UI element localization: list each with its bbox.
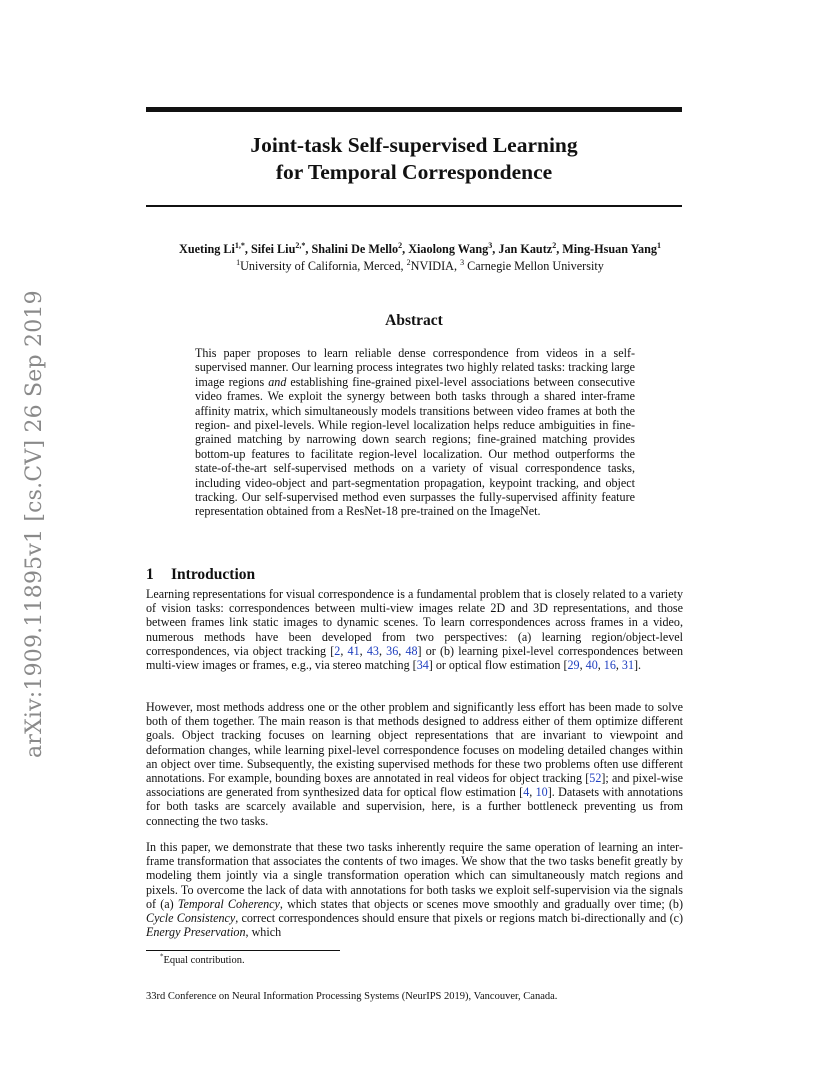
paragraph-text: , correct correspondences should ensure that pixels or regions match bi-directionally and (c): [235, 911, 683, 926]
paragraph-text: In this paper, we demonstrate that these two tasks inherently require the same operation of learning an inter-frame transformation that associates the contents of two images. We show that the two tasks benefit greatly by modeling them jointly via a single transformation operation which can simultaneously match regions and pixels. To overcome the lack of data with annotations for both tasks we exploit self-supervision via the signals of (a): [146, 840, 683, 911]
abstract-emphasis: and: [268, 374, 287, 389]
citation-link[interactable]: 41: [347, 643, 360, 658]
author-affiliation-mark: 1: [656, 240, 661, 250]
affiliation-name: Carnegie Mellon University: [467, 259, 604, 273]
author-affiliation-mark: 2,*: [295, 240, 306, 250]
affiliation-name: NVIDIA,: [410, 259, 458, 273]
author-name: Ming-Hsuan Yang: [562, 242, 657, 256]
author-name: Xiaolong Wang: [408, 242, 489, 256]
paragraph-text: However, most methods address one or the other problem and significantly less effort has been made to solve both of them together. The main reason is that methods designed to address either of them optimize different goals. Object tracking focuses on learning object representations that are invariant to viewpoint and deformation changes, while learning pixel-level correspondence focuses on modeling detailed changes within an object over time. Subsequently, the existing supervised methods for these two problems often use different annotations. For example, bounding boxes are annotated in real videos for object tracking [: [146, 700, 683, 786]
paper-title-line-1: Joint-task Self-supervised Learning: [250, 133, 578, 157]
citation-link[interactable]: 16: [603, 658, 616, 673]
author-affiliation-mark: 3: [488, 240, 493, 250]
paragraph-text: ]. Datasets with annotations for both tasks are scarcely available and supervision, here, is a further bottleneck preventing us from connecting the two tasks.: [146, 785, 683, 828]
citation-link[interactable]: 4: [523, 785, 530, 800]
section-heading: [146, 566, 255, 584]
paragraph-text: Learning representations for visual correspondence is a fundamental problem that is closely related to a variety of vision tasks: correspondences between multi-view images relate 2D and 3D representations, and those between frames link static images to dynamic scenes. To learn correspondences across frames in a video, numerous methods have been developed from two perspectives: (a) learning region/object-level correspondences, via object tracking [: [146, 587, 683, 658]
author-name: Sifei Liu: [250, 242, 296, 256]
affiliation-mark: 1: [236, 257, 241, 267]
paragraph-text: ] or (b) learning pixel-level correspondences between multi-view images or frames, e.g., via stereo matching [: [146, 643, 684, 673]
intro-paragraph-1: Learning representations for visual correspondence is a fundamental problem that is closely related to a variety of vision tasks: correspondences between multi-view images relate 2D and 3D representations, and those between frames link static images to dynamic scenes. To learn correspondences across frames in a video, numerous methods have been developed from two perspectives: (a) learning region/object-level correspondences, via object tracking [2, 41, 43, 36, 48] or (b) learning pixel-level correspondences between multi-view images or frames, e.g., via stereo matching [34] or optical flow estimation [29, 40, 16, 31].: [146, 587, 684, 673]
author-name: Shalini De Mello: [311, 242, 399, 256]
paragraph-emphasis: Cycle Consistency: [146, 911, 236, 926]
paragraph-text: ]; and pixel-wise associations are generated from synthesized data for optical flow estimation [: [146, 771, 683, 800]
abstract-heading: Abstract: [385, 312, 443, 329]
author-affiliation-mark: 2: [398, 240, 403, 250]
footnote-text: Equal contribution.: [163, 955, 245, 966]
paper-title: [146, 132, 682, 186]
author-affiliation-mark: 1,*: [234, 240, 245, 250]
citation-link[interactable]: 48: [405, 643, 418, 658]
arxiv-stamp: arXiv:1909.11895v1 [cs.CV] 26 Sep 2019: [22, 290, 47, 758]
abstract-text: This paper proposes to learn reliable dense correspondence from videos in a self-supervised manner. Our learning process integrates two highly related tasks: tracking large image regions: [195, 346, 635, 389]
citation-link[interactable]: 40: [585, 658, 598, 673]
citation-link[interactable]: 29: [567, 658, 580, 673]
author-affiliation-mark: 2: [552, 240, 557, 250]
citation-link[interactable]: 34: [416, 658, 429, 673]
author-name: Jan Kautz: [498, 242, 553, 256]
section-number: 1: [146, 566, 154, 583]
author-name: Xueting Li: [179, 242, 235, 256]
citation-link[interactable]: 10: [535, 785, 548, 800]
footnote-mark: *: [160, 952, 164, 961]
paragraph-text: ] or optical flow estimation [: [428, 658, 568, 673]
affiliation-mark: 2: [406, 257, 411, 267]
intro-paragraph-3: [146, 840, 683, 939]
paragraph-emphasis: Energy Preservation: [146, 925, 246, 940]
citation-link[interactable]: 52: [589, 771, 602, 786]
paragraph-text: , which: [245, 925, 282, 940]
paragraph-emphasis: Temporal Coherency: [177, 896, 280, 911]
affiliation-mark: 3: [460, 257, 465, 267]
paragraph-text: , which states that objects or scenes move smoothly and gradually over time; (b): [279, 896, 683, 911]
paper-title-line-2: for Temporal Correspondence: [275, 160, 553, 184]
intro-paragraph-2: However, most methods address one or the other problem and significantly less effort has been made to solve both of them together. The main reason is that methods designed to address either of them optimize different goals. Object tracking focuses on learning object representations that are invariant to viewpoint and deformation changes, while learning pixel-level correspondence focuses on modeling detailed changes within an object over time. Subsequently, the existing supervised methods for these two problems often use different annotations. For example, bounding boxes are annotated in real videos for object tracking [52]; and pixel-wise associations are generated from synthesized data for optical flow estimation [4, 10]. Datasets with annotations for both tasks are scarcely available and supervision, here, is a further bottleneck preventing us from connecting the two tasks.: [146, 700, 683, 828]
title-bottom-rule: [146, 205, 682, 207]
footnote: [160, 954, 245, 967]
abstract-text: establishing fine-grained pixel-level associations between consecutive video frames. We exploit the synergy between both tasks through a shared inter-frame affinity matrix, which simultaneously models transitions between video frames at both the region- and pixel-levels. While region-level localization helps reduce ambiguities in fine-grained matching by narrowing down search regions; fine-grained matching provides bottom-up features to facilitate region-level localization. Our method outperforms the state-of-the-art self-supervised methods on a variety of visual correspondence tasks, including video-object and part-segmentation propagation, keypoint tracking, and object tracking. Our self-supervised method even surpasses the fully-supervised affinity feature representation obtained from a ResNet-18 pre-trained on the ImageNet.: [195, 374, 635, 519]
citation-link[interactable]: 31: [621, 658, 635, 673]
conference-note: 33rd Conference on Neural Information Processing Systems (NeurIPS 2019), Vancouver, Canada.: [146, 991, 558, 1002]
title-top-rule: [146, 107, 682, 112]
affiliation-name: University of California, Merced,: [240, 259, 404, 273]
citation-link[interactable]: 2: [334, 643, 341, 658]
affiliation-list: [120, 259, 720, 274]
paragraph-text: ].: [634, 658, 642, 673]
citation-link[interactable]: 43: [366, 643, 379, 658]
author-list: Xueting $Li^{1,*}$, Sifei Liu$^{2,*}$, Shalini De Mello$^2$, Xiaolong Wang$^3$, Jan Kautz$^2$, Ming-Hsuan Yang$^1$: [179, 240, 661, 256]
abstract-body: [195, 346, 635, 519]
citation-link[interactable]: 36: [386, 643, 399, 658]
footnote-rule: [146, 950, 340, 951]
section-title: Introduction: [171, 566, 256, 583]
